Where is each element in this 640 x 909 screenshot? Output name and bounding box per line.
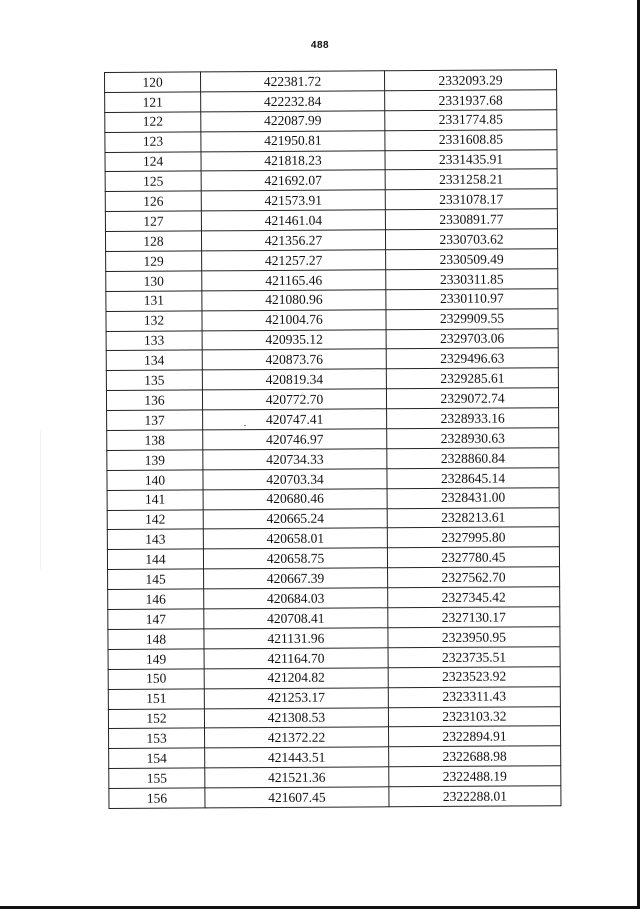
y-coordinate-cell: 2323523.92	[388, 666, 560, 687]
table-row	[107, 448, 559, 471]
x-coordinate-cell: 421573.91	[201, 190, 385, 211]
y-coordinate-cell: 2329496.63	[386, 348, 558, 369]
point-number-cell: 150	[108, 669, 204, 689]
table-row	[106, 269, 558, 292]
x-coordinate-cell: 421257.27	[202, 250, 386, 271]
table-row	[106, 368, 558, 391]
y-coordinate-cell: 2328933.16	[387, 408, 559, 429]
table-row	[106, 388, 558, 411]
x-coordinate-cell: 421356.27	[201, 230, 385, 251]
x-coordinate-cell: 421004.76	[202, 309, 386, 330]
point-number-cell: 134	[106, 350, 202, 370]
point-number-cell: 130	[106, 271, 202, 291]
point-number-cell: 155	[109, 768, 205, 788]
coordinate-table-body	[105, 70, 561, 809]
y-coordinate-cell: 2323950.95	[388, 627, 560, 648]
point-number-cell: 143	[107, 529, 203, 549]
table-row	[108, 607, 560, 630]
table-row	[107, 527, 559, 550]
table-row	[108, 706, 560, 729]
table-row	[105, 90, 557, 113]
y-coordinate-cell: 2322288.01	[389, 786, 561, 807]
table-row	[109, 786, 561, 809]
table-row	[105, 209, 557, 232]
y-coordinate-cell: 2330311.85	[386, 269, 558, 290]
x-coordinate-cell: 420680.46	[203, 488, 387, 509]
x-coordinate-cell: 421461.04	[201, 210, 385, 231]
point-number-cell: 128	[105, 231, 201, 251]
y-coordinate-cell: 2331608.85	[385, 129, 557, 150]
scan-speck	[244, 425, 246, 426]
y-coordinate-cell: 2328930.63	[387, 428, 559, 449]
x-coordinate-cell: 421131.96	[204, 628, 388, 649]
point-number-cell: 147	[108, 609, 204, 629]
table-row	[109, 766, 561, 789]
table-row	[107, 547, 559, 570]
x-coordinate-cell: 420665.24	[203, 508, 387, 529]
table-row	[107, 507, 559, 530]
x-coordinate-cell: 420935.12	[202, 329, 386, 350]
table-row	[105, 169, 557, 192]
y-coordinate-cell: 2328213.61	[387, 507, 559, 528]
point-number-cell: 132	[106, 311, 202, 331]
table-row	[109, 746, 561, 769]
y-coordinate-cell: 2330891.77	[385, 209, 557, 230]
point-number-cell: 156	[109, 788, 205, 808]
point-number-cell: 133	[106, 330, 202, 350]
point-number-cell: 142	[107, 509, 203, 529]
y-coordinate-cell: 2328860.84	[387, 448, 559, 469]
x-coordinate-cell: 421253.17	[204, 687, 388, 708]
y-coordinate-cell: 2331258.21	[385, 169, 557, 190]
y-coordinate-cell: 2323735.51	[388, 647, 560, 668]
point-number-cell: 121	[105, 92, 201, 112]
table-row	[108, 567, 560, 590]
table-row	[108, 627, 560, 650]
point-number-cell: 122	[105, 112, 201, 132]
table-row	[108, 666, 560, 689]
y-coordinate-cell: 2331937.68	[385, 90, 557, 111]
y-coordinate-cell: 2327130.17	[388, 607, 560, 628]
table-row	[107, 428, 559, 451]
x-coordinate-cell: 421080.96	[202, 290, 386, 311]
x-coordinate-cell: 420708.41	[204, 608, 388, 629]
x-coordinate-cell: 421165.46	[202, 270, 386, 291]
x-coordinate-cell: 420734.33	[203, 449, 387, 470]
table-row	[105, 149, 557, 172]
x-coordinate-cell: 420658.75	[203, 548, 387, 569]
point-number-cell: 146	[108, 589, 204, 609]
x-coordinate-cell: 421818.23	[201, 150, 385, 171]
point-number-cell: 154	[109, 748, 205, 768]
point-number-cell: 139	[107, 450, 203, 470]
y-coordinate-cell: 2330110.97	[386, 289, 558, 310]
point-number-cell: 125	[105, 171, 201, 191]
x-coordinate-cell: 422087.99	[201, 111, 385, 132]
table-row	[105, 189, 557, 212]
x-coordinate-cell: 421204.82	[204, 667, 388, 688]
x-coordinate-cell: 421308.53	[204, 707, 388, 728]
coordinate-table	[104, 69, 561, 809]
y-coordinate-cell: 2323103.32	[388, 706, 560, 727]
x-coordinate-cell: 420747.41	[203, 409, 387, 430]
point-number-cell: 135	[106, 370, 202, 390]
y-coordinate-cell: 2330703.62	[385, 229, 557, 250]
table-row	[108, 587, 560, 610]
y-coordinate-cell: 2331078.17	[385, 189, 557, 210]
table-row	[106, 308, 558, 331]
point-number-cell: 120	[105, 72, 201, 92]
point-number-cell: 126	[105, 191, 201, 211]
coordinate-table-container	[104, 69, 560, 809]
table-row	[108, 686, 560, 709]
x-coordinate-cell: 421164.70	[204, 648, 388, 669]
x-coordinate-cell: 420746.97	[203, 429, 387, 450]
point-number-cell: 138	[107, 430, 203, 450]
x-coordinate-cell: 420873.76	[202, 349, 386, 370]
y-coordinate-cell: 2329703.06	[386, 328, 558, 349]
point-number-cell: 151	[108, 689, 204, 709]
x-coordinate-cell: 421950.81	[201, 130, 385, 151]
table-row	[107, 408, 559, 431]
point-number-cell: 127	[105, 211, 201, 231]
y-coordinate-cell: 2332093.29	[384, 70, 556, 91]
point-number-cell: 145	[108, 569, 204, 589]
x-coordinate-cell: 420819.34	[202, 369, 386, 390]
y-coordinate-cell: 2323311.43	[388, 686, 560, 707]
y-coordinate-cell: 2322488.19	[389, 766, 561, 787]
y-coordinate-cell: 2329909.55	[386, 308, 558, 329]
y-coordinate-cell: 2322894.91	[389, 726, 561, 747]
point-number-cell: 144	[107, 549, 203, 569]
table-row	[106, 348, 558, 371]
table-row	[105, 129, 557, 152]
x-coordinate-cell: 420667.39	[204, 568, 388, 589]
point-number-cell: 153	[109, 728, 205, 748]
x-coordinate-cell: 421443.51	[205, 747, 389, 768]
y-coordinate-cell: 2329285.61	[386, 368, 558, 389]
point-number-cell: 152	[108, 708, 204, 728]
table-row	[108, 647, 560, 670]
y-coordinate-cell: 2327345.42	[388, 587, 560, 608]
point-number-cell: 136	[106, 390, 202, 410]
table-row	[106, 249, 558, 272]
table-row	[105, 70, 557, 93]
point-number-cell: 129	[106, 251, 202, 271]
x-coordinate-cell: 421372.22	[205, 727, 389, 748]
point-number-cell: 141	[107, 490, 203, 510]
x-coordinate-cell: 420658.01	[203, 528, 387, 549]
point-number-cell: 149	[108, 649, 204, 669]
table-row	[105, 110, 557, 133]
y-coordinate-cell: 2331774.85	[385, 110, 557, 131]
x-coordinate-cell: 420703.34	[203, 469, 387, 490]
table-row	[106, 289, 558, 312]
point-number-cell: 131	[106, 291, 202, 311]
x-coordinate-cell: 421607.45	[205, 787, 389, 808]
table-row	[109, 726, 561, 749]
table-row	[107, 487, 559, 510]
table-row	[106, 328, 558, 351]
table-row	[107, 468, 559, 491]
x-coordinate-cell: 420772.70	[202, 389, 386, 410]
page-number: 488	[310, 40, 330, 51]
x-coordinate-cell: 421521.36	[205, 767, 389, 788]
y-coordinate-cell: 2328431.00	[387, 487, 559, 508]
y-coordinate-cell: 2322688.98	[389, 746, 561, 767]
y-coordinate-cell: 2329072.74	[386, 388, 558, 409]
point-number-cell: 148	[108, 629, 204, 649]
x-coordinate-cell: 420684.03	[204, 588, 388, 609]
point-number-cell: 140	[107, 470, 203, 490]
x-coordinate-cell: 422232.84	[201, 91, 385, 112]
y-coordinate-cell: 2331435.91	[385, 149, 557, 170]
y-coordinate-cell: 2328645.14	[387, 468, 559, 489]
scan-artifact-line	[40, 430, 41, 570]
y-coordinate-cell: 2330509.49	[386, 249, 558, 270]
y-coordinate-cell: 2327995.80	[387, 527, 559, 548]
y-coordinate-cell: 2327780.45	[387, 547, 559, 568]
x-coordinate-cell: 422381.72	[201, 71, 385, 92]
y-coordinate-cell: 2327562.70	[388, 567, 560, 588]
point-number-cell: 137	[107, 410, 203, 430]
point-number-cell: 123	[105, 132, 201, 152]
table-row	[105, 229, 557, 252]
x-coordinate-cell: 421692.07	[201, 170, 385, 191]
point-number-cell: 124	[105, 151, 201, 171]
